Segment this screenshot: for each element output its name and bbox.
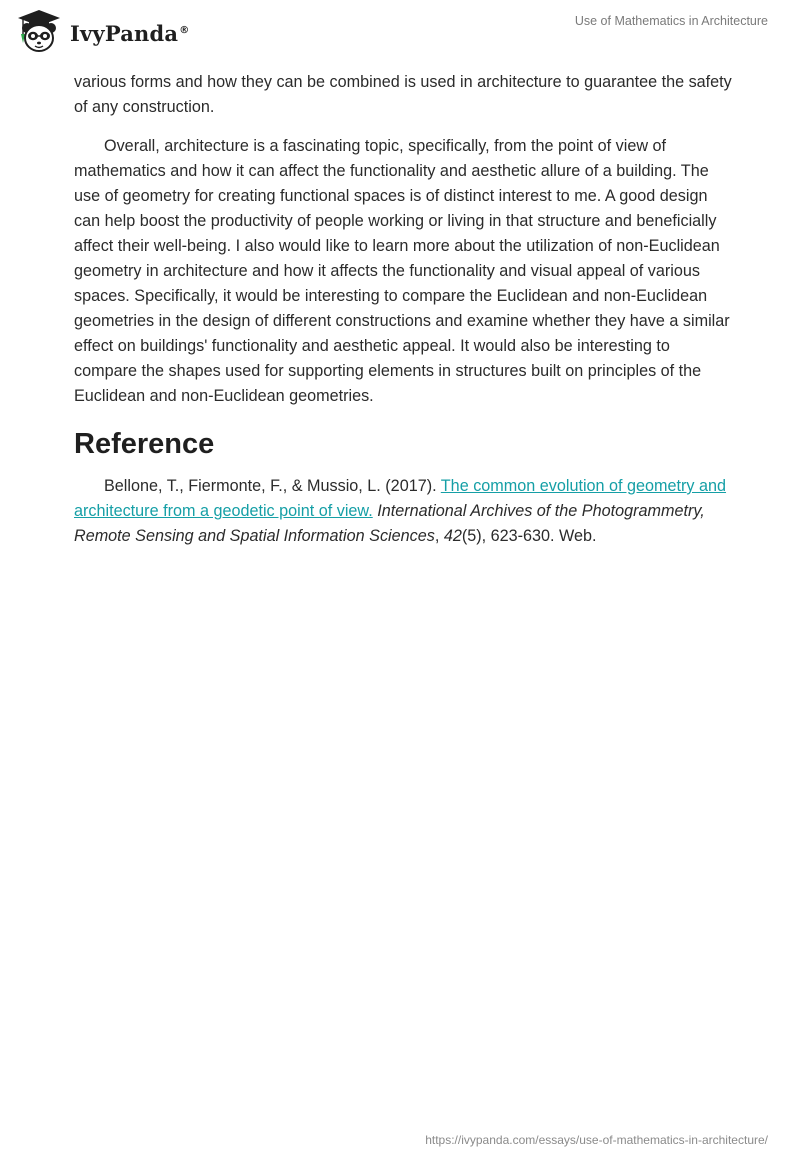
reference-entry — [74, 474, 734, 549]
footer-url[interactable]: https://ivypanda.com/essays/use-of-mathematics-in-architecture/ — [425, 1133, 768, 1147]
running-title: Use of Mathematics in Architecture — [574, 14, 768, 28]
brand-name — [70, 21, 189, 46]
reference-journal: International Archives of the Photogrammetry, Remote Sensing and Spatial Information Sciences — [74, 502, 705, 545]
reference-issue-pages: (5), 623-630. Web. — [461, 527, 597, 545]
paragraph-conclusion: Overall, architecture is a fascinating topic, specifically, from the point of view of mathematics and how it can affect the functionality and aesthetic allure of a building. The use of geometry for creating functional spaces is of distinct interest to me. A good design can help boost the productivity of people working or living in that structure and beneficially affect their well-being. I also would like to learn more about the utilization of non-Euclidean geometry in architecture and how it affects the functionality and visual appeal of various spaces. Specifically, it would be interesting to compare the Euclidean and non-Euclidean geometries in the design of different constructions and examine whether they have a similar effect on buildings' functionality and aesthetic appeal. It would also be interesting to compare the shapes used for supporting elements in structures built on principles of the Euclidean and non-Euclidean geometries. — [74, 137, 730, 405]
paragraph-continuation: various forms and how they can be combined is used in architecture to guarantee the safety of any construction. — [74, 73, 732, 116]
reference-separator: , — [434, 527, 444, 545]
ivypanda-logo[interactable] — [14, 8, 189, 56]
panda-graduate-icon — [14, 8, 64, 56]
registered-mark: ® — [179, 24, 190, 36]
essay-content — [74, 70, 734, 563]
page-header — [0, 0, 800, 64]
reference-authors: Bellone, T., Fiermonte, F., & Mussio, L. (2017). — [104, 477, 441, 495]
brand-name-text: IvyPanda — [70, 20, 179, 46]
reference-title-link[interactable]: The common evolution of geometry and architecture from a geodetic point of view. — [74, 477, 727, 520]
reference-heading: Reference — [74, 428, 215, 460]
reference-volume: 42 — [443, 527, 462, 545]
